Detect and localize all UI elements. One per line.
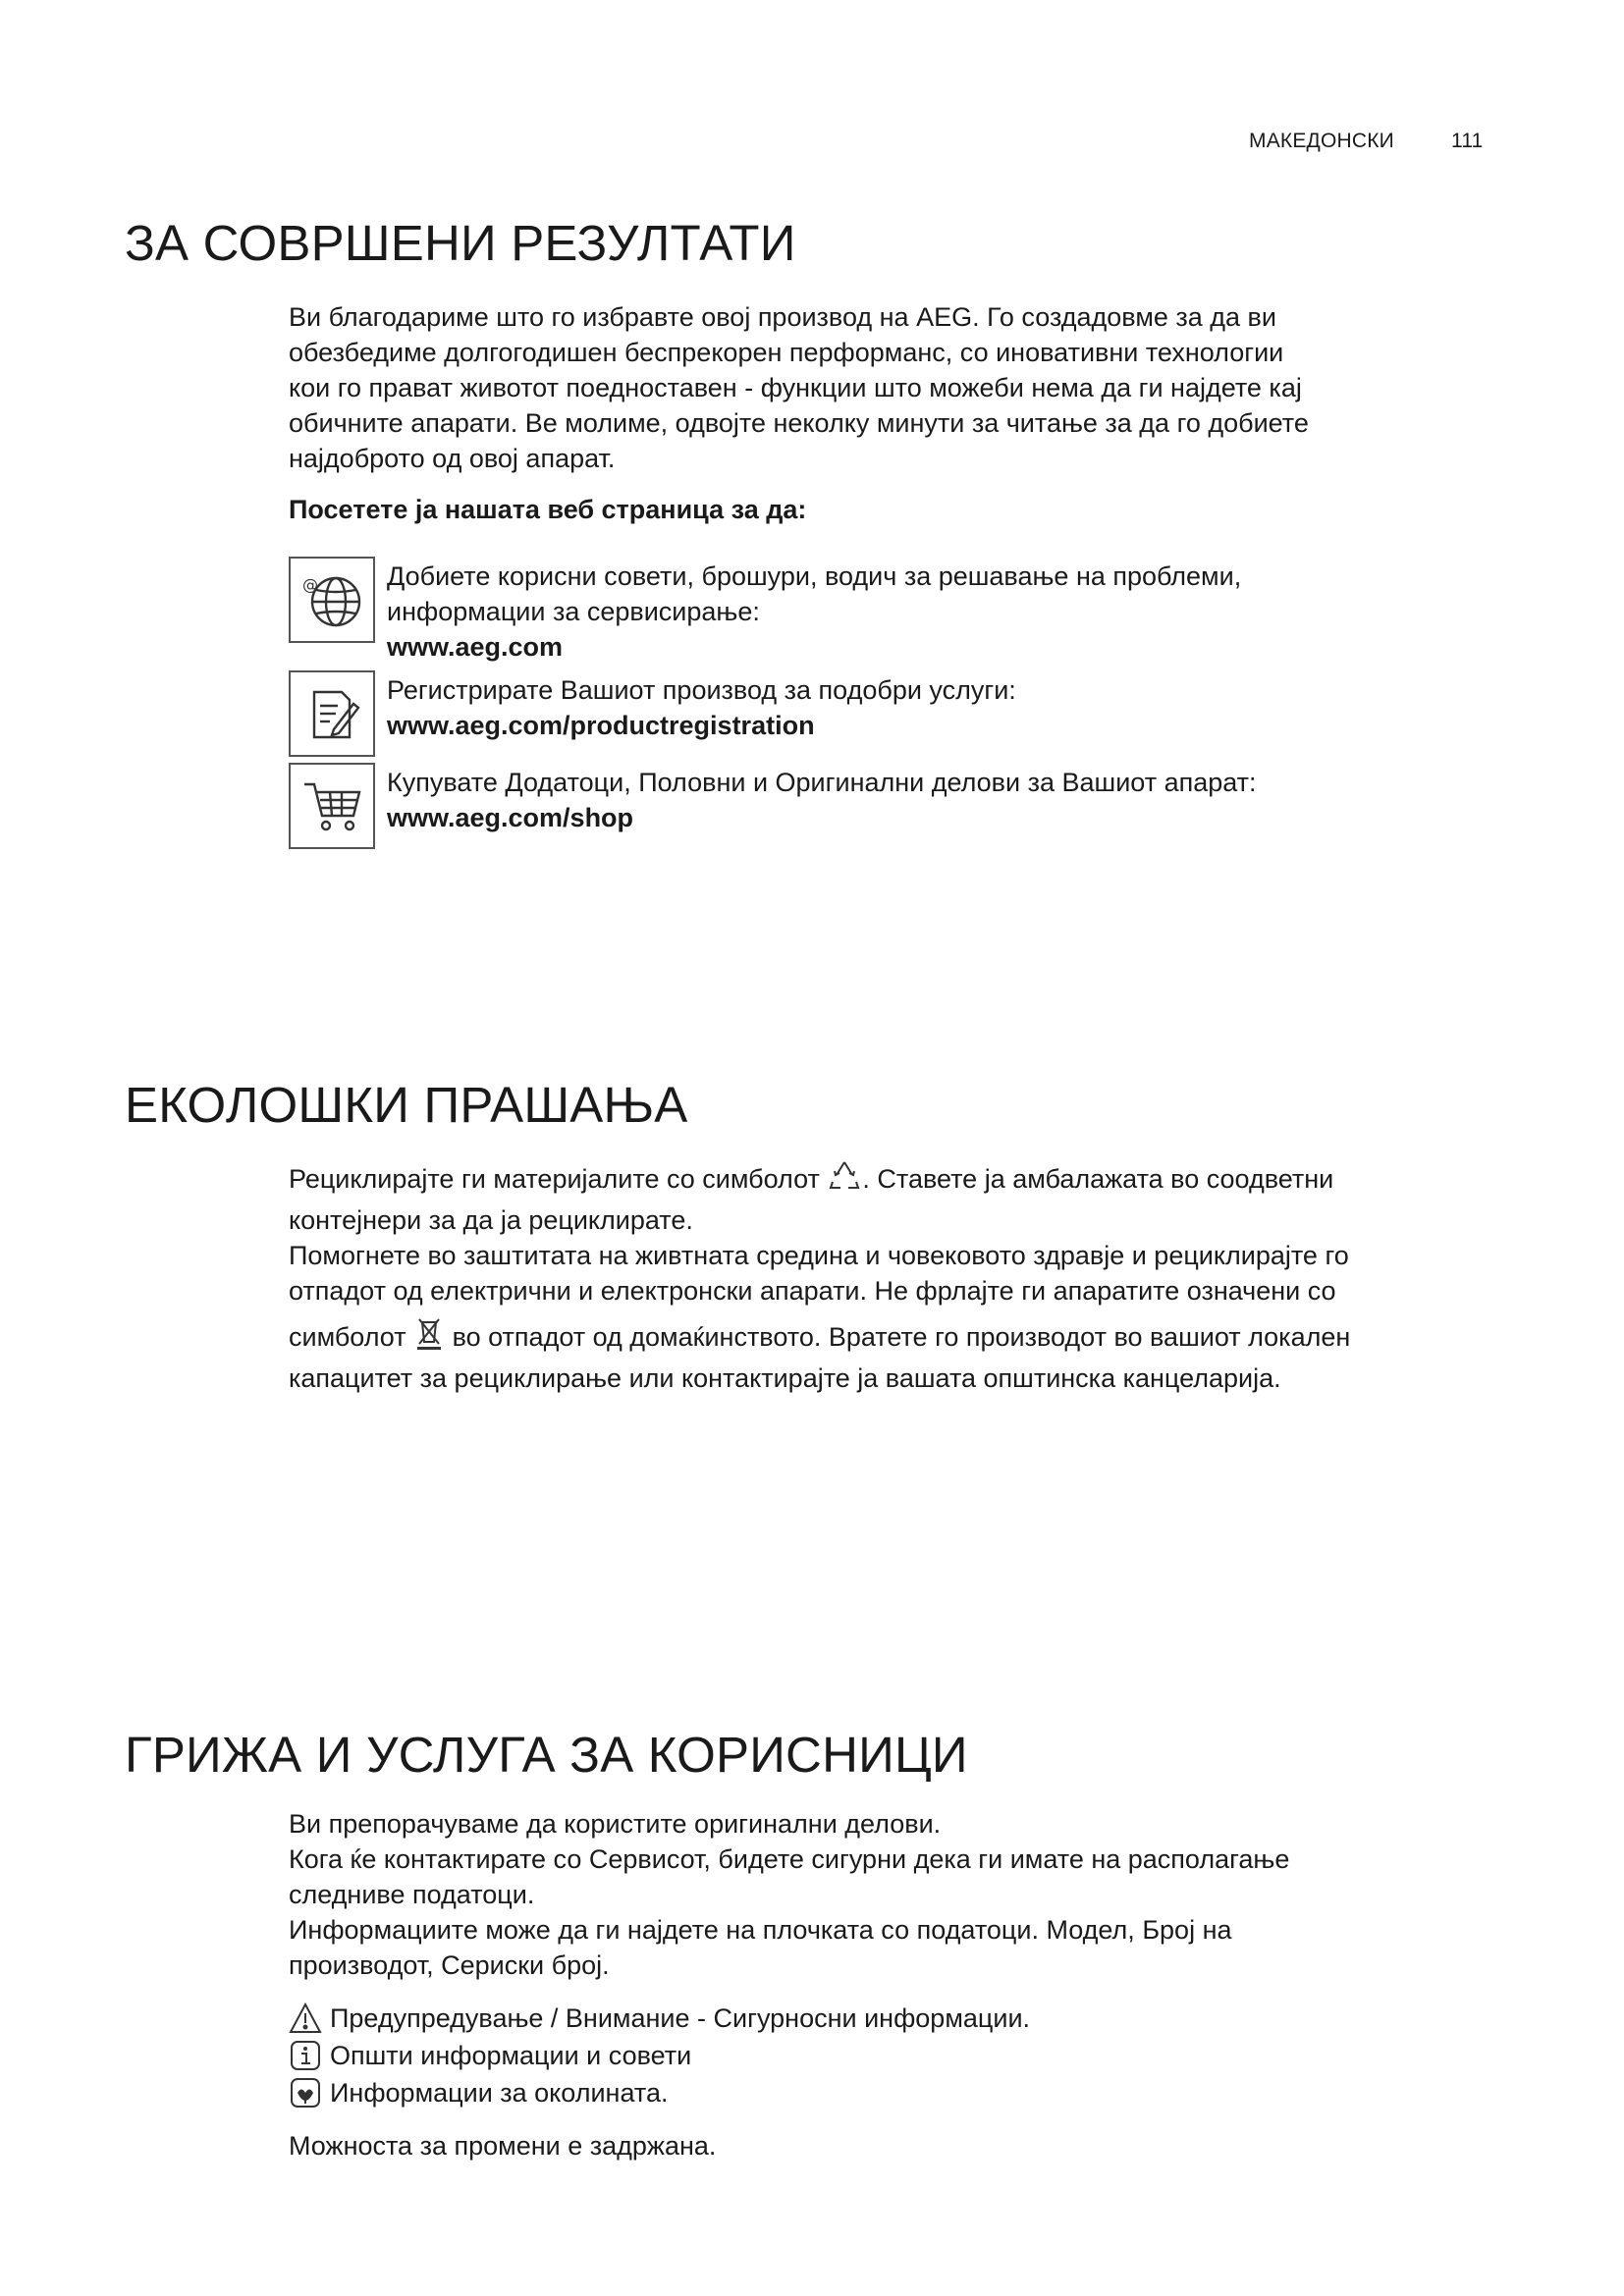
weee-paragraph-line: капацитет за рециклирање или контактирајте ја вашата општинска канцеларија. [289, 1363, 1281, 1393]
legend-text: Информации за околината. [330, 2078, 669, 2108]
aeg-website-link[interactable]: www.aeg.com [387, 632, 564, 662]
visit-item [289, 670, 1496, 757]
registration-icon [289, 670, 375, 757]
crossed-bin-icon [413, 1316, 445, 1361]
recycle-icon [827, 1158, 862, 1202]
page-number: 111 [1451, 130, 1484, 152]
intro-line: обичните апарати. Ве молиме, одвојте неколку минути за читање за да го добиете [289, 408, 1309, 438]
section-title-environment: ЕКОЛОШКИ ПРАШАЊА [125, 1077, 688, 1133]
legend-item [289, 2001, 1496, 2036]
info-icon [289, 2039, 322, 2072]
environment-icon [289, 2076, 322, 2109]
legend-item [289, 2075, 1496, 2110]
intro-line: Ви благодариме што го избравте овој производ на AEG. Го создадовме за да ви [289, 302, 1276, 332]
warning-icon [289, 2002, 322, 2035]
care-line: следниве податоци. [289, 1880, 535, 1909]
visit-item-text: Купувате Додатоци, Половни и Оригинални делови за Вашиот апарат: [387, 768, 1257, 797]
care-line: производот, Сериски број. [289, 1950, 610, 1980]
weee-text: симболот [289, 1322, 414, 1352]
care-line: Информациите може да ги најдете на плочката со податоци. Модел, Број на [289, 1915, 1232, 1945]
visit-item-text: информации за сервисирање: [387, 597, 760, 626]
visit-item [289, 557, 1496, 665]
footer-note: Можноста за промени е задржана. [289, 2131, 717, 2161]
recycle-text: Рециклирајте ги материјалите со симболот [289, 1164, 828, 1194]
recycle-paragraph-line: контејнери за да ја рециклирате. [289, 1205, 693, 1235]
recycle-paragraph [289, 1158, 1496, 1202]
weee-paragraph-line: Помогнете во заштитата на живтната средина и човековото здравје и рециклирајте го [289, 1241, 1349, 1270]
legend-text: Предупредување / Внимание - Сигурносни информации. [330, 2003, 1031, 2033]
weee-paragraph-line [289, 1316, 1496, 1361]
svg-text:@: @ [302, 575, 318, 594]
legend-text: Општи информации и совети [330, 2041, 692, 2070]
intro-line: најдоброто од овој апарат. [289, 444, 616, 473]
aeg-shop-link[interactable]: www.aeg.com/shop [387, 803, 634, 832]
visit-heading: Посетете ја нашата веб страница за да: [289, 495, 807, 524]
globe-icon [289, 557, 375, 643]
page-header [1249, 130, 1484, 153]
care-line: Кога ќе контактирате со Сервисот, бидете сигурни дека ги имате на располагање [289, 1844, 1290, 1874]
visit-item-text: Регистрирате Вашиот производ за подобри услуги: [387, 675, 1016, 705]
care-line: Ви препорачуваме да користите оригинални делови. [289, 1809, 942, 1839]
shopping-cart-icon [289, 763, 375, 849]
section-title-perfect-results: ЗА СОВРШЕНИ РЕЗУЛТАТИ [125, 215, 796, 271]
section-customer-care-body [289, 1806, 1496, 2163]
weee-paragraph-line: отпадот од електрични и електронски апарати. Не фрлајте ги апаратите означени со [289, 1276, 1336, 1306]
visit-item-text: Добиете корисни совети, брошури, водич за решавање на проблеми, [387, 561, 1242, 591]
recycle-text: . Ставете ја амбалажата во соодветни [862, 1164, 1334, 1194]
language-label: МАКЕДОНСКИ [1249, 130, 1394, 152]
intro-line: кои го прават животот поедноставен - функции што можеби нема да ги најдете кај [289, 373, 1302, 402]
section-perfect-results-body [289, 299, 1496, 849]
intro-line: обезбедиме долгогодишен беспрекорен перформанс, со иновативни технологии [289, 338, 1284, 367]
legend-item [289, 2038, 1496, 2073]
visit-item [289, 763, 1496, 849]
product-registration-link[interactable]: www.aeg.com/productregistration [387, 711, 815, 740]
section-title-customer-care: ГРИЖА И УСЛУГА ЗА КОРИСНИЦИ [125, 1727, 968, 1783]
section-environment-body [289, 1158, 1496, 1396]
weee-text: во отпадот од домаќинството. Вратете го производот во вашиот локален [445, 1322, 1351, 1352]
